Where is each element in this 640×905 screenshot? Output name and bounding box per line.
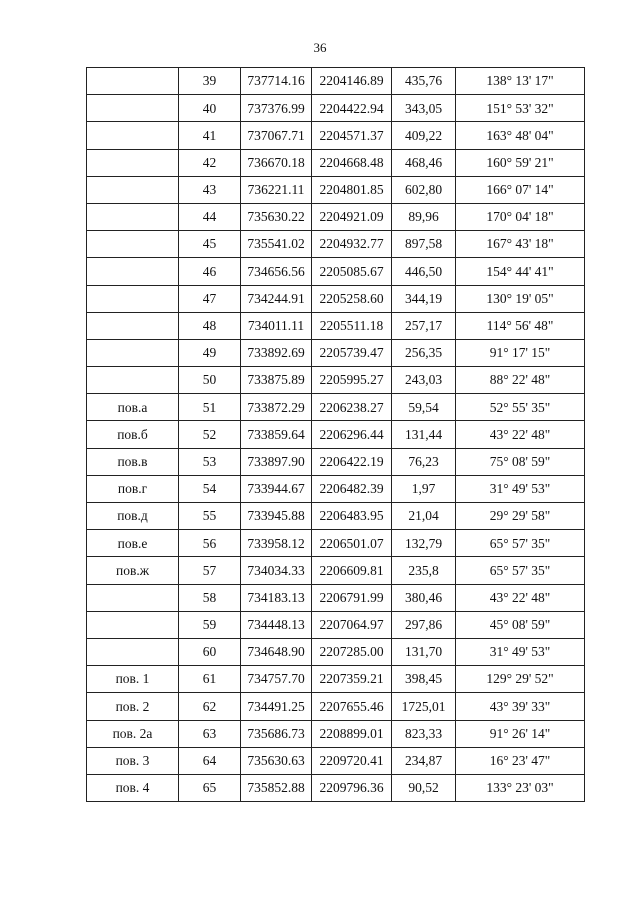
page-number: 36 <box>313 40 327 55</box>
x-coordinate-cell: 733944.67 <box>241 475 312 502</box>
coordinates-table <box>86 67 585 802</box>
x-coordinate-cell: 735630.22 <box>241 203 312 230</box>
table-row <box>87 475 585 502</box>
y-coordinate-cell: 2206238.27 <box>312 394 392 421</box>
point-number-cell: 65 <box>179 774 241 801</box>
distance-cell: 243,03 <box>392 367 456 394</box>
point-number-cell: 51 <box>179 394 241 421</box>
turn-label-cell: пов. 2 <box>87 693 179 720</box>
turn-label-cell: пов.а <box>87 394 179 421</box>
point-number-cell: 54 <box>179 475 241 502</box>
y-coordinate-cell: 2209796.36 <box>312 774 392 801</box>
angle-cell: 43° 22' 48" <box>456 584 585 611</box>
table-row <box>87 367 585 394</box>
table-row <box>87 312 585 339</box>
distance-cell: 256,35 <box>392 339 456 366</box>
turn-label-cell <box>87 584 179 611</box>
table-row <box>87 584 585 611</box>
distance-cell: 131,44 <box>392 421 456 448</box>
table-row <box>87 774 585 801</box>
table-row <box>87 448 585 475</box>
distance-cell: 344,19 <box>392 285 456 312</box>
turn-label-cell <box>87 611 179 638</box>
distance-cell: 234,87 <box>392 747 456 774</box>
table-row <box>87 611 585 638</box>
table-row <box>87 693 585 720</box>
x-coordinate-cell: 734656.56 <box>241 258 312 285</box>
point-number-cell: 57 <box>179 557 241 584</box>
table-row <box>87 638 585 665</box>
y-coordinate-cell: 2206501.07 <box>312 530 392 557</box>
point-number-cell: 50 <box>179 367 241 394</box>
distance-cell: 409,22 <box>392 122 456 149</box>
turn-label-cell <box>87 95 179 122</box>
y-coordinate-cell: 2204422.94 <box>312 95 392 122</box>
table-row <box>87 339 585 366</box>
turn-label-cell <box>87 285 179 312</box>
distance-cell: 1725,01 <box>392 693 456 720</box>
angle-cell: 16° 23' 47" <box>456 747 585 774</box>
turn-label-cell <box>87 68 179 95</box>
y-coordinate-cell: 2204932.77 <box>312 231 392 258</box>
turn-label-cell <box>87 122 179 149</box>
turn-label-cell <box>87 339 179 366</box>
x-coordinate-cell: 734183.13 <box>241 584 312 611</box>
table-row <box>87 122 585 149</box>
angle-cell: 45° 08' 59" <box>456 611 585 638</box>
turn-label-cell: пов. 2а <box>87 720 179 747</box>
y-coordinate-cell: 2204668.48 <box>312 149 392 176</box>
point-number-cell: 53 <box>179 448 241 475</box>
distance-cell: 21,04 <box>392 503 456 530</box>
y-coordinate-cell: 2205258.60 <box>312 285 392 312</box>
angle-cell: 31° 49' 53" <box>456 638 585 665</box>
y-coordinate-cell: 2205995.27 <box>312 367 392 394</box>
x-coordinate-cell: 733892.69 <box>241 339 312 366</box>
x-coordinate-cell: 735852.88 <box>241 774 312 801</box>
distance-cell: 90,52 <box>392 774 456 801</box>
point-number-cell: 63 <box>179 720 241 747</box>
distance-cell: 89,96 <box>392 203 456 230</box>
x-coordinate-cell: 735630.63 <box>241 747 312 774</box>
point-number-cell: 46 <box>179 258 241 285</box>
point-number-cell: 56 <box>179 530 241 557</box>
y-coordinate-cell: 2209720.41 <box>312 747 392 774</box>
turn-label-cell <box>87 258 179 285</box>
turn-label-cell: пов.е <box>87 530 179 557</box>
table-row <box>87 394 585 421</box>
table-row <box>87 176 585 203</box>
x-coordinate-cell: 733958.12 <box>241 530 312 557</box>
table-row <box>87 747 585 774</box>
point-number-cell: 39 <box>179 68 241 95</box>
angle-cell: 31° 49' 53" <box>456 475 585 502</box>
angle-cell: 88° 22' 48" <box>456 367 585 394</box>
distance-cell: 823,33 <box>392 720 456 747</box>
angle-cell: 167° 43' 18" <box>456 231 585 258</box>
y-coordinate-cell: 2206482.39 <box>312 475 392 502</box>
x-coordinate-cell: 737067.71 <box>241 122 312 149</box>
point-number-cell: 52 <box>179 421 241 448</box>
distance-cell: 257,17 <box>392 312 456 339</box>
turn-label-cell <box>87 231 179 258</box>
x-coordinate-cell: 734491.25 <box>241 693 312 720</box>
x-coordinate-cell: 733859.64 <box>241 421 312 448</box>
angle-cell: 154° 44' 41" <box>456 258 585 285</box>
table-row <box>87 530 585 557</box>
distance-cell: 343,05 <box>392 95 456 122</box>
turn-label-cell: пов. 1 <box>87 666 179 693</box>
x-coordinate-cell: 735541.02 <box>241 231 312 258</box>
angle-cell: 91° 26' 14" <box>456 720 585 747</box>
y-coordinate-cell: 2205085.67 <box>312 258 392 285</box>
turn-label-cell: пов.в <box>87 448 179 475</box>
distance-cell: 446,50 <box>392 258 456 285</box>
distance-cell: 76,23 <box>392 448 456 475</box>
y-coordinate-cell: 2204921.09 <box>312 203 392 230</box>
y-coordinate-cell: 2206483.95 <box>312 503 392 530</box>
table-row <box>87 95 585 122</box>
angle-cell: 151° 53' 32" <box>456 95 585 122</box>
distance-cell: 398,45 <box>392 666 456 693</box>
y-coordinate-cell: 2206609.81 <box>312 557 392 584</box>
table-row <box>87 666 585 693</box>
turn-label-cell: пов.ж <box>87 557 179 584</box>
point-number-cell: 64 <box>179 747 241 774</box>
distance-cell: 468,46 <box>392 149 456 176</box>
turn-label-cell: пов.д <box>87 503 179 530</box>
x-coordinate-cell: 737376.99 <box>241 95 312 122</box>
angle-cell: 129° 29' 52" <box>456 666 585 693</box>
distance-cell: 435,76 <box>392 68 456 95</box>
x-coordinate-cell: 733872.29 <box>241 394 312 421</box>
table-row <box>87 503 585 530</box>
angle-cell: 52° 55' 35" <box>456 394 585 421</box>
table-row <box>87 258 585 285</box>
angle-cell: 170° 04' 18" <box>456 203 585 230</box>
point-number-cell: 49 <box>179 339 241 366</box>
table-row <box>87 203 585 230</box>
x-coordinate-cell: 736221.11 <box>241 176 312 203</box>
turn-label-cell: пов.г <box>87 475 179 502</box>
angle-cell: 29° 29' 58" <box>456 503 585 530</box>
table-row <box>87 557 585 584</box>
point-number-cell: 61 <box>179 666 241 693</box>
distance-cell: 1,97 <box>392 475 456 502</box>
table-row <box>87 285 585 312</box>
x-coordinate-cell: 733875.89 <box>241 367 312 394</box>
angle-cell: 43° 22' 48" <box>456 421 585 448</box>
angle-cell: 163° 48' 04" <box>456 122 585 149</box>
point-number-cell: 47 <box>179 285 241 312</box>
table-row <box>87 68 585 95</box>
angle-cell: 133° 23' 03" <box>456 774 585 801</box>
point-number-cell: 55 <box>179 503 241 530</box>
x-coordinate-cell: 734034.33 <box>241 557 312 584</box>
y-coordinate-cell: 2208899.01 <box>312 720 392 747</box>
angle-cell: 43° 39' 33" <box>456 693 585 720</box>
y-coordinate-cell: 2204801.85 <box>312 176 392 203</box>
distance-cell: 380,46 <box>392 584 456 611</box>
angle-cell: 65° 57' 35" <box>456 557 585 584</box>
point-number-cell: 58 <box>179 584 241 611</box>
turn-label-cell <box>87 638 179 665</box>
point-number-cell: 41 <box>179 122 241 149</box>
x-coordinate-cell: 735686.73 <box>241 720 312 747</box>
y-coordinate-cell: 2204571.37 <box>312 122 392 149</box>
y-coordinate-cell: 2206296.44 <box>312 421 392 448</box>
turn-label-cell <box>87 149 179 176</box>
distance-cell: 59,54 <box>392 394 456 421</box>
y-coordinate-cell: 2205511.18 <box>312 312 392 339</box>
point-number-cell: 62 <box>179 693 241 720</box>
angle-cell: 75° 08' 59" <box>456 448 585 475</box>
angle-cell: 160° 59' 21" <box>456 149 585 176</box>
angle-cell: 65° 57' 35" <box>456 530 585 557</box>
x-coordinate-cell: 733897.90 <box>241 448 312 475</box>
y-coordinate-cell: 2206791.99 <box>312 584 392 611</box>
distance-cell: 602,80 <box>392 176 456 203</box>
table-row <box>87 720 585 747</box>
y-coordinate-cell: 2207359.21 <box>312 666 392 693</box>
turn-label-cell <box>87 367 179 394</box>
table-row <box>87 149 585 176</box>
point-number-cell: 44 <box>179 203 241 230</box>
distance-cell: 132,79 <box>392 530 456 557</box>
x-coordinate-cell: 736670.18 <box>241 149 312 176</box>
x-coordinate-cell: 734448.13 <box>241 611 312 638</box>
turn-label-cell <box>87 176 179 203</box>
distance-cell: 897,58 <box>392 231 456 258</box>
turn-label-cell <box>87 312 179 339</box>
table-row <box>87 231 585 258</box>
angle-cell: 91° 17' 15" <box>456 339 585 366</box>
point-number-cell: 48 <box>179 312 241 339</box>
angle-cell: 166° 07' 14" <box>456 176 585 203</box>
x-coordinate-cell: 734244.91 <box>241 285 312 312</box>
angle-cell: 138° 13' 17" <box>456 68 585 95</box>
turn-label-cell: пов.б <box>87 421 179 448</box>
x-coordinate-cell: 733945.88 <box>241 503 312 530</box>
angle-cell: 130° 19' 05" <box>456 285 585 312</box>
y-coordinate-cell: 2204146.89 <box>312 68 392 95</box>
turn-label-cell: пов. 4 <box>87 774 179 801</box>
point-number-cell: 40 <box>179 95 241 122</box>
point-number-cell: 59 <box>179 611 241 638</box>
point-number-cell: 45 <box>179 231 241 258</box>
point-number-cell: 42 <box>179 149 241 176</box>
coordinates-table-body <box>87 68 585 802</box>
y-coordinate-cell: 2207285.00 <box>312 638 392 665</box>
turn-label-cell: пов. 3 <box>87 747 179 774</box>
distance-cell: 297,86 <box>392 611 456 638</box>
angle-cell: 114° 56' 48" <box>456 312 585 339</box>
y-coordinate-cell: 2207655.46 <box>312 693 392 720</box>
distance-cell: 131,70 <box>392 638 456 665</box>
table-row <box>87 421 585 448</box>
turn-label-cell <box>87 203 179 230</box>
y-coordinate-cell: 2205739.47 <box>312 339 392 366</box>
x-coordinate-cell: 734648.90 <box>241 638 312 665</box>
y-coordinate-cell: 2206422.19 <box>312 448 392 475</box>
distance-cell: 235,8 <box>392 557 456 584</box>
x-coordinate-cell: 734011.11 <box>241 312 312 339</box>
point-number-cell: 43 <box>179 176 241 203</box>
x-coordinate-cell: 737714.16 <box>241 68 312 95</box>
y-coordinate-cell: 2207064.97 <box>312 611 392 638</box>
point-number-cell: 60 <box>179 638 241 665</box>
x-coordinate-cell: 734757.70 <box>241 666 312 693</box>
